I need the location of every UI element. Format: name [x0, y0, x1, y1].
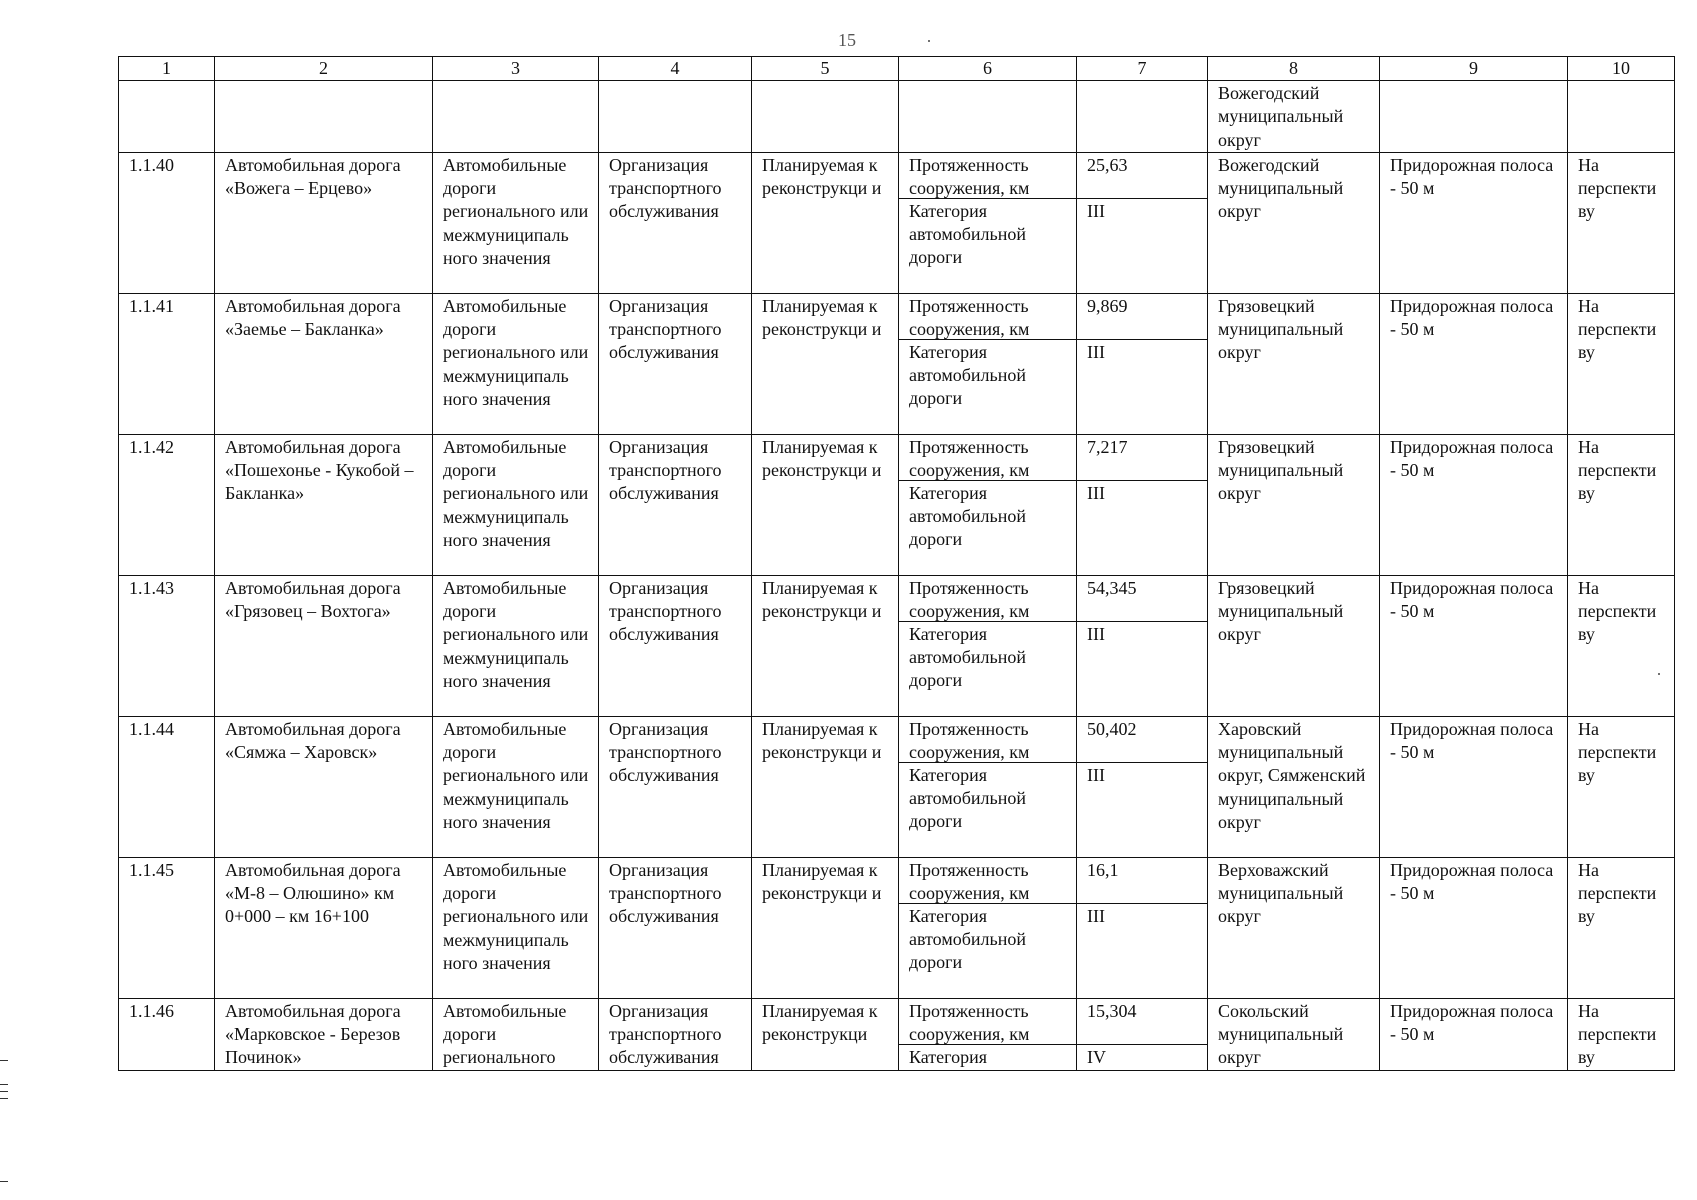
- table-cell: [1380, 81, 1568, 153]
- district-cell: Грязовецкий муниципальный округ: [1208, 434, 1380, 575]
- margin-mark: [0, 1084, 8, 1085]
- term-cell: На перспекти ву: [1568, 716, 1675, 857]
- scan-speck: [928, 40, 930, 42]
- table-row: [119, 575, 1675, 716]
- status-cell: Планируемая к реконструкци и: [752, 716, 899, 857]
- category-label: Категория автомобильной дороги: [909, 764, 1026, 832]
- characteristics-label-cell: [899, 998, 1077, 1070]
- characteristics-value-cell: [1077, 998, 1208, 1070]
- table-cell: [899, 81, 1077, 153]
- zone-cell: Придорожная полоса - 50 м: [1380, 998, 1568, 1070]
- margin-mark: [0, 1091, 8, 1092]
- row-number-cell: 1.1.40: [119, 152, 215, 293]
- table-row: [119, 716, 1675, 857]
- status-cell: Планируемая к реконструкци и: [752, 857, 899, 998]
- road-kind-cell: Автомобильные дороги регионального или межмуниципаль ного значения: [433, 716, 599, 857]
- zone-cell: Придорожная полоса - 50 м: [1380, 293, 1568, 434]
- category-label: Категория автомобильной дороги: [909, 905, 1026, 973]
- term-cell: На перспекти ву: [1568, 293, 1675, 434]
- category-label: Категория автомобильной дороги: [909, 341, 1026, 409]
- road-kind-cell: Автомобильные дороги регионального: [433, 998, 599, 1070]
- category-value: III: [1087, 200, 1105, 221]
- characteristics-label-cell: [899, 434, 1077, 575]
- term-cell: На перспекти ву: [1568, 152, 1675, 293]
- category-value: III: [1087, 623, 1105, 644]
- characteristics-value-cell: [1077, 434, 1208, 575]
- purpose-cell: Организация транспортного обслуживания: [599, 716, 752, 857]
- length-value: 50,402: [1077, 717, 1207, 763]
- term-cell: На перспекти ву: [1568, 434, 1675, 575]
- road-kind-cell: Автомобильные дороги регионального или межмуниципаль ного значения: [433, 434, 599, 575]
- table-cell: [1077, 81, 1208, 153]
- row-number-cell: 1.1.42: [119, 434, 215, 575]
- roads-table: [118, 56, 1675, 1071]
- district-cell: Грязовецкий муниципальный округ: [1208, 293, 1380, 434]
- length-value: 7,217: [1077, 435, 1207, 481]
- road-name-cell: Автомобильная дорога «Пошехонье - Кукобой – Бакланка»: [215, 434, 433, 575]
- purpose-cell: Организация транспортного обслуживания: [599, 293, 752, 434]
- table-cell: [119, 81, 215, 153]
- category-value: III: [1087, 905, 1105, 926]
- purpose-cell: Организация транспортного обслуживания: [599, 857, 752, 998]
- characteristics-label-cell: [899, 857, 1077, 998]
- road-name-cell: Автомобильная дорога «Грязовец – Вохтога»: [215, 575, 433, 716]
- row-number-cell: 1.1.43: [119, 575, 215, 716]
- header-cell: 4: [599, 57, 752, 81]
- category-value: III: [1087, 482, 1105, 503]
- table-cell: [433, 81, 599, 153]
- district-cell: Сокольский муниципальный округ: [1208, 998, 1380, 1070]
- length-value: 9,869: [1077, 294, 1207, 340]
- zone-cell: Придорожная полоса - 50 м: [1380, 575, 1568, 716]
- length-label: Протяженность сооружения, км: [899, 717, 1076, 763]
- category-label: Категория автомобильной дороги: [909, 623, 1026, 691]
- category-label: Категория автомобильной дороги: [909, 200, 1026, 268]
- table-cell: [599, 81, 752, 153]
- length-label: Протяженность сооружения, км: [899, 999, 1076, 1045]
- term-cell: На перспекти ву: [1568, 575, 1675, 716]
- table-row: [119, 293, 1675, 434]
- length-value: 16,1: [1077, 858, 1207, 904]
- category-label: Категория: [909, 1046, 987, 1067]
- length-label: Протяженность сооружения, км: [899, 294, 1076, 340]
- characteristics-value-cell: [1077, 575, 1208, 716]
- zone-cell: Придорожная полоса - 50 м: [1380, 857, 1568, 998]
- characteristics-value-cell: [1077, 293, 1208, 434]
- status-cell: Планируемая к реконструкци и: [752, 575, 899, 716]
- characteristics-label-cell: [899, 575, 1077, 716]
- characteristics-value-cell: [1077, 716, 1208, 857]
- category-value: III: [1087, 341, 1105, 362]
- header-cell: 6: [899, 57, 1077, 81]
- category-label: Категория автомобильной дороги: [909, 482, 1026, 550]
- row-number-cell: 1.1.44: [119, 716, 215, 857]
- zone-cell: Придорожная полоса - 50 м: [1380, 716, 1568, 857]
- characteristics-label-cell: [899, 152, 1077, 293]
- characteristics-label-cell: [899, 716, 1077, 857]
- road-kind-cell: Автомобильные дороги регионального или межмуниципаль ного значения: [433, 857, 599, 998]
- characteristics-value-cell: [1077, 857, 1208, 998]
- road-kind-cell: Автомобильные дороги регионального или межмуниципаль ного значения: [433, 293, 599, 434]
- road-name-cell: Автомобильная дорога «Сямжа – Харовск»: [215, 716, 433, 857]
- header-cell: 3: [433, 57, 599, 81]
- district-cell: Вожегодский муниципальный округ: [1208, 81, 1380, 153]
- table-row: [119, 998, 1675, 1070]
- status-cell: Планируемая к реконструкци: [752, 998, 899, 1070]
- status-cell: Планируемая к реконструкци и: [752, 434, 899, 575]
- table-cell: [1568, 81, 1675, 153]
- length-value: 25,63: [1077, 153, 1207, 199]
- purpose-cell: Организация транспортного обслуживания: [599, 998, 752, 1070]
- purpose-cell: Организация транспортного обслуживания: [599, 575, 752, 716]
- status-cell: Планируемая к реконструкци и: [752, 293, 899, 434]
- table-cell: [752, 81, 899, 153]
- length-value: 54,345: [1077, 576, 1207, 622]
- header-cell: 1: [119, 57, 215, 81]
- characteristics-label-cell: [899, 293, 1077, 434]
- category-value: III: [1087, 764, 1105, 785]
- district-cell: Верховажский муниципальный округ: [1208, 857, 1380, 998]
- length-label: Протяженность сооружения, км: [899, 576, 1076, 622]
- table-row: [119, 857, 1675, 998]
- header-cell: 10: [1568, 57, 1675, 81]
- row-number-cell: 1.1.46: [119, 998, 215, 1070]
- road-kind-cell: Автомобильные дороги регионального или межмуниципаль ного значения: [433, 152, 599, 293]
- header-cell: 8: [1208, 57, 1380, 81]
- table-row: [119, 152, 1675, 293]
- purpose-cell: Организация транспортного обслуживания: [599, 434, 752, 575]
- district-cell: Грязовецкий муниципальный округ: [1208, 575, 1380, 716]
- header-cell: 5: [752, 57, 899, 81]
- road-name-cell: Автомобильная дорога «Вожега – Ерцево»: [215, 152, 433, 293]
- row-number-cell: 1.1.41: [119, 293, 215, 434]
- row-number-cell: 1.1.45: [119, 857, 215, 998]
- length-label: Протяженность сооружения, км: [899, 435, 1076, 481]
- road-kind-cell: Автомобильные дороги регионального или межмуниципаль ного значения: [433, 575, 599, 716]
- length-label: Протяженность сооружения, км: [899, 153, 1076, 199]
- zone-cell: Придорожная полоса - 50 м: [1380, 152, 1568, 293]
- road-name-cell: Автомобильная дорога «Заемье – Бакланка»: [215, 293, 433, 434]
- term-cell: На перспекти ву: [1568, 998, 1675, 1070]
- term-cell: На перспекти ву: [1568, 857, 1675, 998]
- district-cell: Вожегодский муниципальный округ: [1208, 152, 1380, 293]
- continuation-row: [119, 81, 1675, 153]
- length-value: 15,304: [1077, 999, 1207, 1045]
- road-name-cell: Автомобильная дорога «М-8 – Олюшино» км 0+000 – км 16+100: [215, 857, 433, 998]
- margin-mark: [0, 1098, 8, 1099]
- table-row: [119, 434, 1675, 575]
- page-number: 15: [838, 30, 856, 50]
- header-cell: 7: [1077, 57, 1208, 81]
- characteristics-value-cell: [1077, 152, 1208, 293]
- header-row: [119, 57, 1675, 81]
- header-cell: 2: [215, 57, 433, 81]
- district-cell: Харовский муниципальный округ, Сямженский муниципальный округ: [1208, 716, 1380, 857]
- table-cell: [215, 81, 433, 153]
- purpose-cell: Организация транспортного обслуживания: [599, 152, 752, 293]
- header-cell: 9: [1380, 57, 1568, 81]
- zone-cell: Придорожная полоса - 50 м: [1380, 434, 1568, 575]
- road-name-cell: Автомобильная дорога «Марковское - Березов Починок»: [215, 998, 433, 1070]
- status-cell: Планируемая к реконструкци и: [752, 152, 899, 293]
- margin-mark: [0, 1060, 8, 1061]
- margin-mark: [0, 1181, 8, 1182]
- length-label: Протяженность сооружения, км: [899, 858, 1076, 904]
- category-value: IV: [1087, 1046, 1106, 1067]
